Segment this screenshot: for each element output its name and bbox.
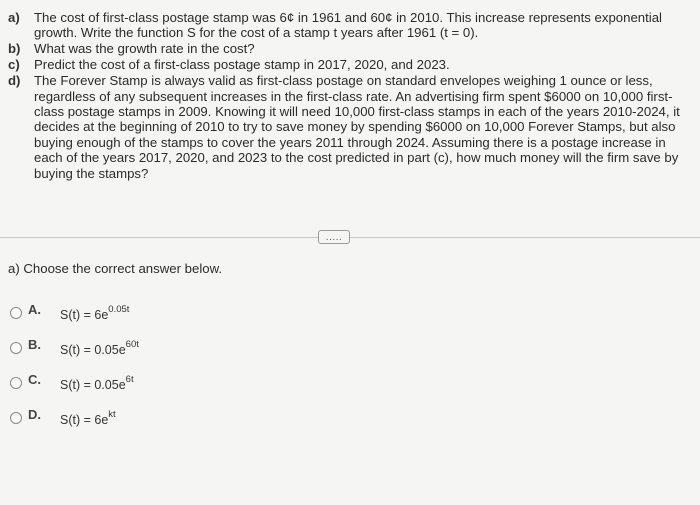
part-letter: c) xyxy=(8,57,20,73)
radio-button[interactable] xyxy=(10,307,22,319)
part-text: The cost of first-class postage stamp was 6¢ in 1961 and 60¢ in 2010. This increase represents exponential growth. Write the function S for the cost of a stamp t years after 1961 (t = 0). xyxy=(34,10,662,41)
option-b[interactable] xyxy=(8,330,688,365)
question-part-b xyxy=(8,41,694,56)
part-letter: a) xyxy=(8,10,20,25)
formula-exponent: 60t xyxy=(125,339,139,351)
question-part-d xyxy=(8,73,694,181)
option-formula xyxy=(60,341,139,357)
expand-more-button[interactable]: ..... xyxy=(318,230,350,244)
option-letter: B. xyxy=(28,337,41,352)
formula-exponent: 0.05t xyxy=(108,304,130,316)
option-letter: D. xyxy=(28,407,41,422)
part-text: What was the growth rate in the cost? xyxy=(34,41,255,57)
part-letter: b) xyxy=(8,41,21,57)
part-letter: d) xyxy=(8,73,21,89)
formula-base: S(t) = 0.05e xyxy=(60,378,126,393)
radio-button[interactable] xyxy=(10,342,22,354)
answer-prompt: a) Choose the correct answer below. xyxy=(8,261,223,276)
question-text xyxy=(8,10,694,181)
part-text: The Forever Stamp is always valid as first-class postage on standard envelopes weighing 1 ounce or less, regardless of any subsequent increases in the first-class rate. An advertising firm spent $6000 on 10,000 first-class postage stamps in 2009. Knowing it will need 10,000 first-class stamps in each of the years 2010-2024, it decides at the beginning of 2010 to try to save money by spending $6000 on 10,000 Forever Stamps, but also buying enough of the stamps to cover the years 2011 through 2024. Assuming there is a postage increase in each of the years 2017, 2020, and 2023 to the cost predicted in part (c), how much money will the firm save by buying the stamps? xyxy=(34,73,680,181)
formula-base: S(t) = 0.05e xyxy=(60,343,126,358)
option-letter: A. xyxy=(28,302,41,317)
option-formula xyxy=(60,306,129,322)
radio-button[interactable] xyxy=(10,412,22,424)
question-part-c xyxy=(8,57,694,72)
formula-base: S(t) = 6e xyxy=(60,308,109,323)
radio-button[interactable] xyxy=(10,377,22,389)
option-formula xyxy=(60,411,116,427)
option-c[interactable] xyxy=(8,365,688,400)
option-formula xyxy=(60,376,134,392)
question-part-a xyxy=(8,10,694,41)
option-a[interactable] xyxy=(8,295,688,330)
section-divider xyxy=(0,237,700,238)
formula-exponent: kt xyxy=(108,409,116,421)
formula-exponent: 6t xyxy=(125,374,134,386)
answer-section xyxy=(8,261,688,435)
option-d[interactable] xyxy=(8,400,688,435)
option-letter: C. xyxy=(28,372,41,387)
formula-base: S(t) = 6e xyxy=(60,413,109,428)
part-text: Predict the cost of a first-class postage stamp in 2017, 2020, and 2023. xyxy=(34,57,450,73)
